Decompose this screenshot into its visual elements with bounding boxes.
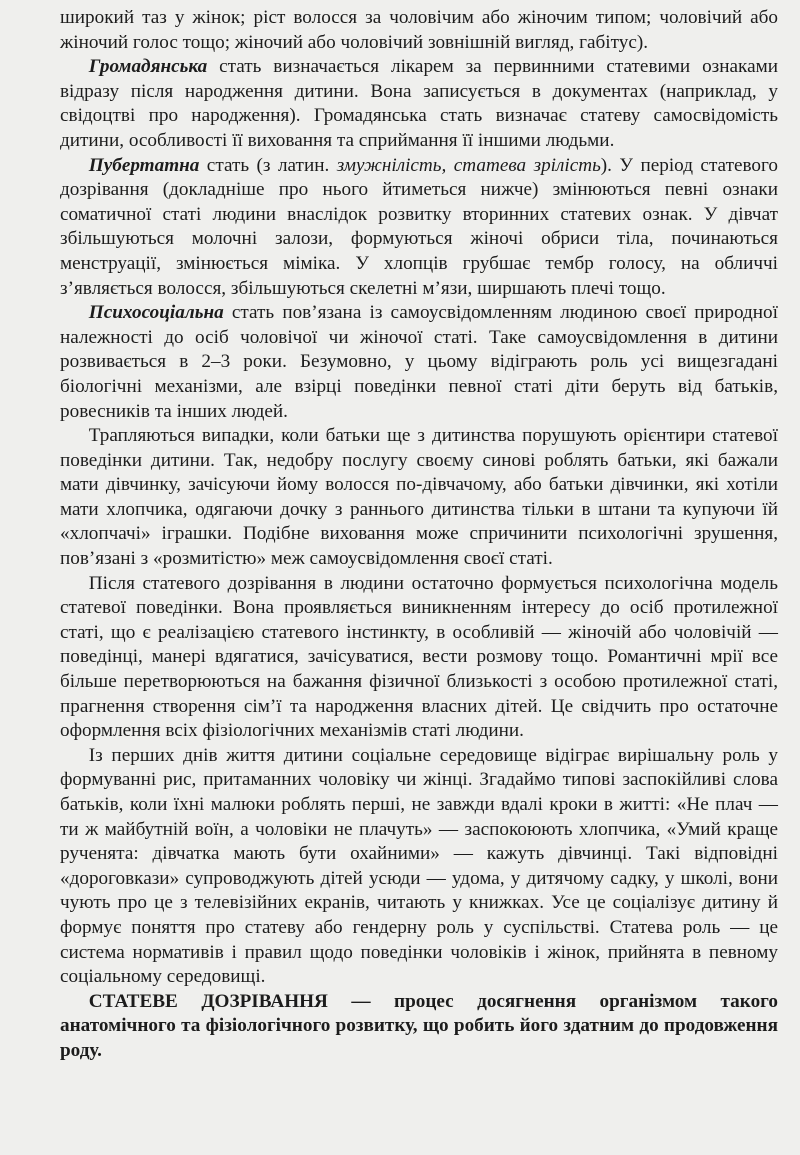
term-civil: Громадянська (88, 56, 208, 78)
paragraph-civil-sex (60, 55, 778, 153)
definition-puberty: СТАТЕВЕ ДОЗРІВАННЯ — процес досягнення організмом такого анатомічного та фізіологічного розвитку, що робить його здатним до продовження роду. (60, 990, 778, 1061)
paragraph-parents: Трапляються випадки, коли батьки ще з дитинства порушують орієнтири статевої поведінки дитини. Так, недобру послугу своєму синові роблять батьки, які бажали мати дівчинку, зачісуючи йому волосся по-дівчачому, або батьки дівчинки, які хотіли мати хлопчика, одягаючи дочку з раннього дитинства тільки в штани та купуючи їй «хлопчачі» іграшки. Подібне виховання може спричинити психологічні зрушення, пов’язані з «розмитістю» меж самоусвідомлення своєї статі. (60, 425, 778, 570)
latin-translation: змужнілість, статева зрілість (336, 154, 601, 176)
paragraph-social-environment: Із перших днів життя дитини соціальне середовище відіграє вирішальну роль у формуванні рис, притаманних чоловіку чи жінці. Згадаймо типові заспокійливі слова батьків, коли їхні малюки роблять перші, не завжди вдалі кроки в житті: «Не плач — ти ж майбутній воїн, а чоловіки не плачуть» — заспокоюють хлопчика, «Умий краще рученята: дівчатка мають бути охайними» — кажуть дівчинці. Такі відповідні «дороговкази» супроводжують дітей усюди — удома, у дитячому садку, у школі, вони чують про це з телевізійних екранів, читають у книжках. Усе це соціалізує дитину й формує поняття про статеву або гендерну роль у суспільстві. Статева роль — це система нормативів і правил щодо поведінки чоловіків і жінок, прийнята в певному соціальному середовищі. (60, 744, 778, 988)
paragraph-pubertal-text-b: ). У період статевого дозрівання (докладніше про нього йтиметься нижче) змінюються певні ознаки соматичної статі людини внаслідок розвитку вторинних статевих ознак. У дівчат збільшуються молочні залози, формуються жіночі обриси тіла, починаються менструації, змінюється міміка. У хлопців грубшає тембр голосу, на обличчі з’являється волосся, збільшуються скелетні м’язи, ширшають плечі тощо. (60, 154, 778, 299)
paragraph-continuation: широкий таз у жінок; ріст волосся за чоловічим або жіночим типом; чоловічий або жіночий голос тощо; жіночий або чоловічий зовнішній вигляд, габітус). (60, 7, 778, 53)
term-psychosocial: Психосоціальна (88, 302, 224, 324)
paragraph-psychosocial-sex (60, 301, 778, 424)
paragraph-pubertal-sex (60, 154, 778, 302)
paragraph-civil-text: стать визначається лікарем за первинними статевими ознаками відразу після народження дитини. Вона записується в документах (наприклад, у свідоцтві про народження). Громадянська стать визначає статеву самосвідомість дитини, особливості її виховання та сприймання її іншими людьми. (60, 56, 778, 151)
term-pubertal: Пубертатна (88, 154, 200, 176)
paragraph-psychosocial-text: стать пов’язана із самоусвідомленням людиною своєї природної належності до осіб чоловічої чи жіночої статі. Таке самоусвідомлення в дитини розвивається в 2–3 роки. Безумовно, у цьому відіграють роль усі вищезгадані біологічні механізми, але взірці поведінки певної статі діти беруть від батьків, ровесників та інших людей. (60, 302, 778, 422)
paragraph-after-puberty: Після статевого дозрівання в людини остаточно формується психологічна модель статевої поведінки. Вона проявляється виникненням інтересу до осіб протилежної статі, що є реалізацією статевого інстинкту, в особливій — жіночій або чоловічій — поведінці, манері вдягатися, зачісуватися, вести розмову тощо. Романтичні мрії все більше перетворюються на бажання фізичної близькості з особою протилежної статі, прагнення створення сім’ї та народження власних дітей. Це свідчить про остаточне оформлення всіх фізіологічних механізмів статі людини. (60, 572, 778, 742)
paragraph-pubertal-text-a: стать (з латин. (199, 154, 337, 176)
